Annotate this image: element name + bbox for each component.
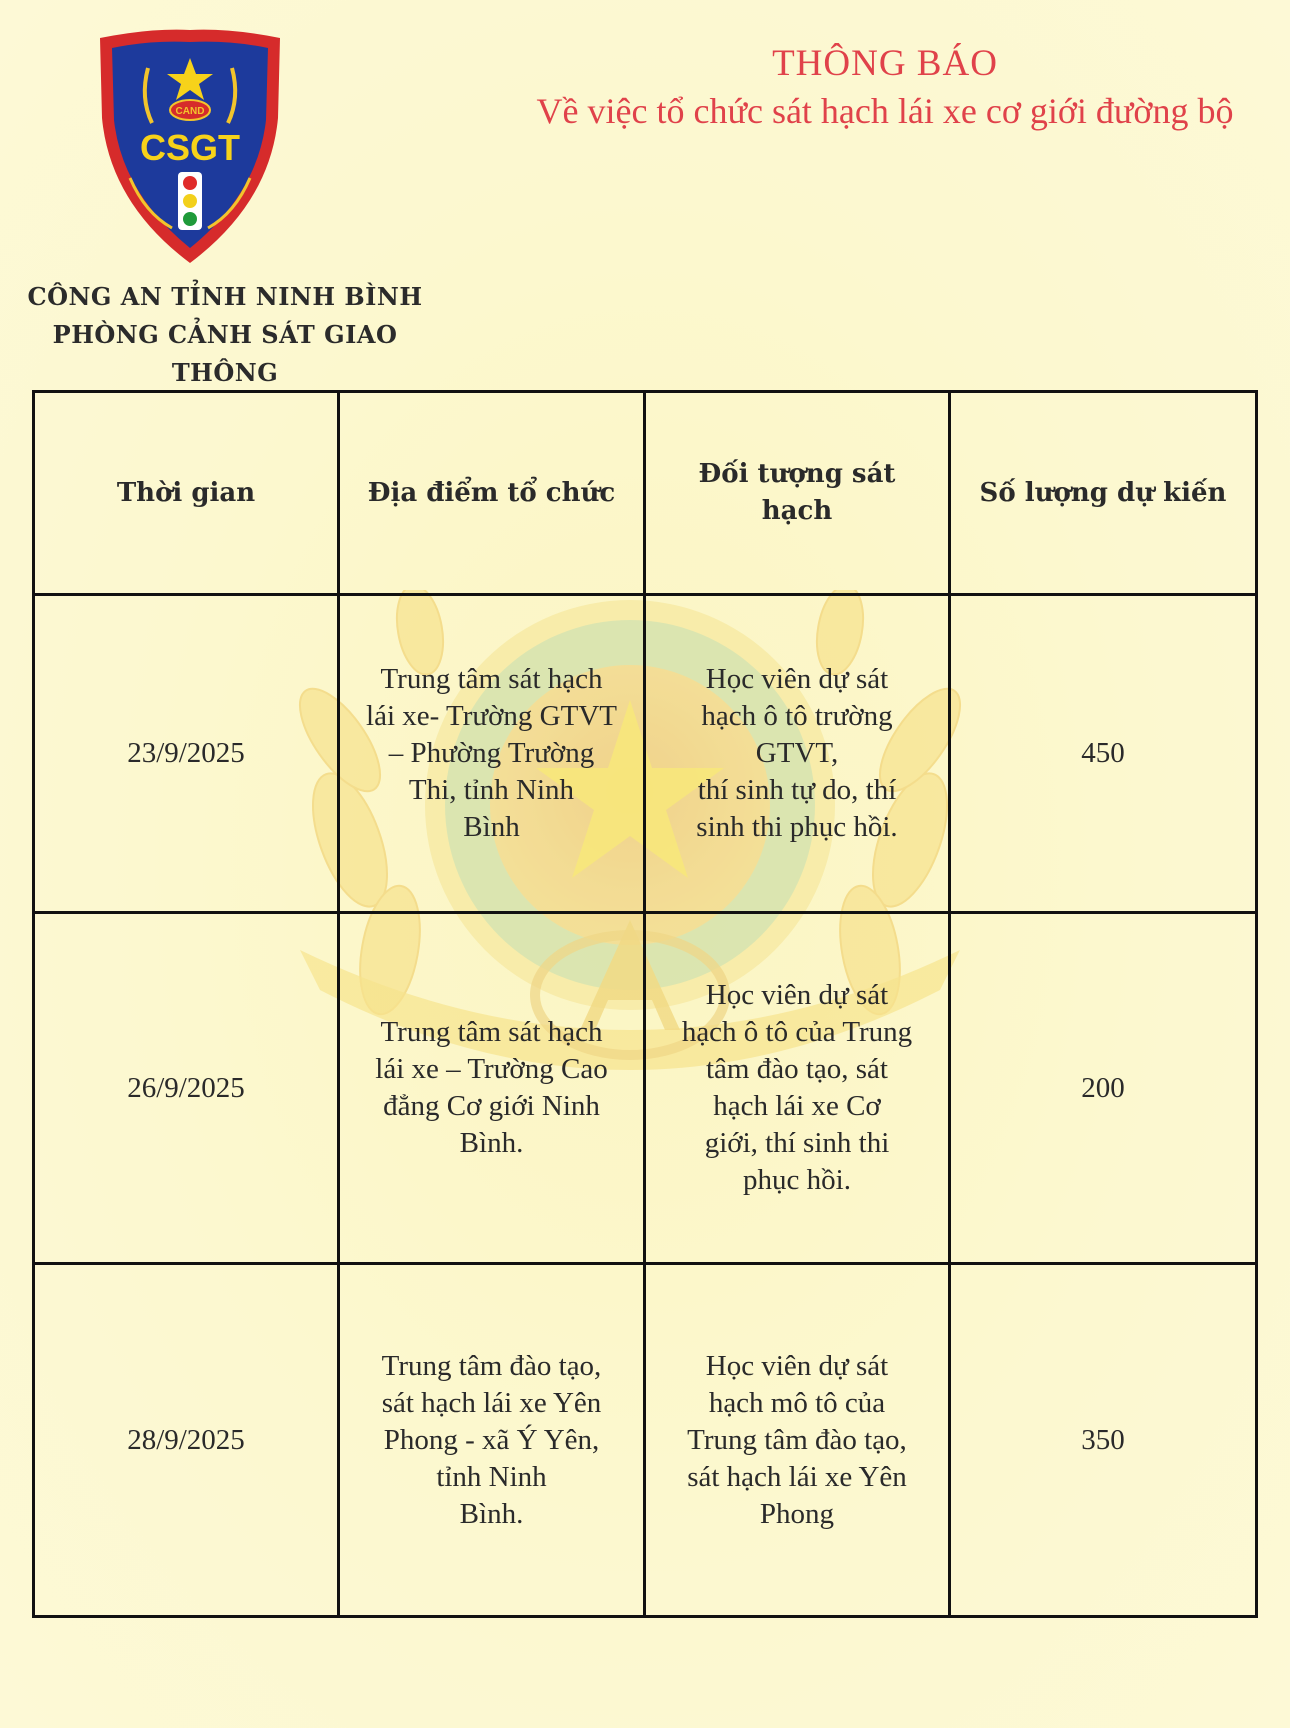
cell-target: Học viên dự sát hạch mô tô của Trung tâm đào tạo, sát hạch lái xe Yên Phong <box>645 1264 950 1617</box>
cell-date: 26/9/2025 <box>34 913 339 1264</box>
cell-place: Trung tâm sát hạch lái xe – Trường Cao đẳng Cơ giới Ninh Bình. <box>339 913 645 1264</box>
exam-schedule-table <box>32 390 1258 1618</box>
notice-heading <box>480 42 1290 136</box>
logo-badge-text: CAND <box>175 106 205 117</box>
cell-count: 200 <box>950 913 1257 1264</box>
notice-title: THÔNG BÁO <box>772 43 998 84</box>
org-line-1: CÔNG AN TỈNH NINH BÌNH <box>27 282 423 311</box>
notice-subtitle: Về việc tổ chức sát hạch lái xe cơ giới đường bộ <box>536 91 1234 131</box>
organization-name <box>0 278 450 392</box>
cell-place: Trung tâm đào tạo, sát hạch lái xe Yên Phong - xã Ý Yên, tỉnh Ninh Bình. <box>339 1264 645 1617</box>
column-header-target: Đối tượng sát hạch <box>645 392 950 595</box>
column-header-place: Địa điểm tổ chức <box>339 392 645 595</box>
column-header-time: Thời gian <box>34 392 339 595</box>
table-row <box>34 595 1257 913</box>
cell-count: 450 <box>950 595 1257 913</box>
cell-target: Học viên dự sát hạch ô tô trường GTVT, thí sinh tự do, thí sinh thi phục hồi. <box>645 595 950 913</box>
table-row <box>34 1264 1257 1617</box>
logo-csgt-text: CSGT <box>139 127 241 168</box>
table-row <box>34 913 1257 1264</box>
csgt-shield-logo-icon <box>90 28 290 268</box>
org-line-2: PHÒNG CẢNH SÁT GIAO THÔNG <box>52 320 398 387</box>
cell-date: 28/9/2025 <box>34 1264 339 1617</box>
cell-target: Học viên dự sát hạch ô tô của Trung tâm đào tạo, sát hạch lái xe Cơ giới, thí sinh thi phục hồi. <box>645 913 950 1264</box>
cell-date: 23/9/2025 <box>34 595 339 913</box>
cell-count: 350 <box>950 1264 1257 1617</box>
cell-place: Trung tâm sát hạch lái xe- Trường GTVT – Phường Trường Thi, tỉnh Ninh Bình <box>339 595 645 913</box>
column-header-count: Số lượng dự kiến <box>950 392 1257 595</box>
table-header-row <box>34 392 1257 595</box>
